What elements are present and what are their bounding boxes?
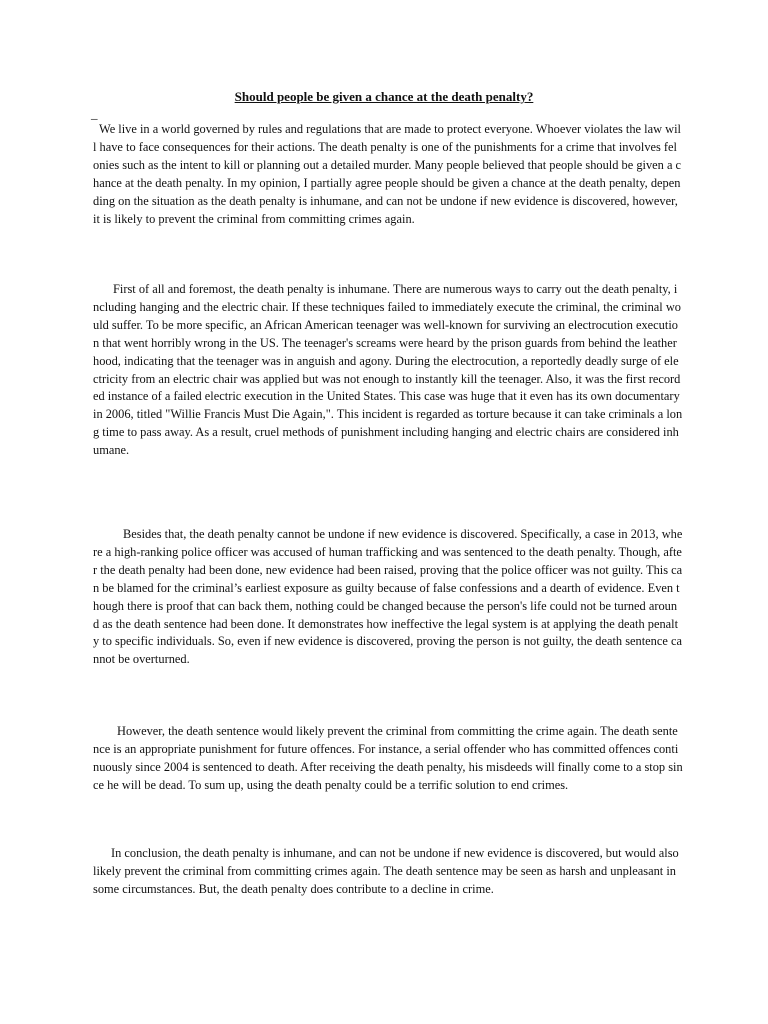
paragraph-conclusion: In conclusion, the death penalty is inhumane, and can not be undone if new evidence is discovered, but would also likely prevent the criminal from committing crimes again. The death sentence may be seen as harsh and unpleasant in some circumstances. But, the death penalty does contribute to a decline in crime. (93, 846, 679, 896)
dash-mark: _ (91, 106, 98, 121)
paragraph-intro: We live in a world governed by rules and regulations that are made to protect everyone. Whoever violates the law will have to face consequences for their actions. The death penalty is one of the punishments for a crime that involves felonies such as the intent to kill or planning out a detailed murder. Many people believed that people should be given a chance at the death penalty. In my opinion, I partially agree people should be given a chance at the death penalty, depending on the situation as the death penalty is inhumane, and can not be undone if new evidence is discovered, however, it is likely to prevent the criminal from committing crimes again. (93, 122, 682, 226)
paragraph-new-evidence: Besides that, the death penalty cannot be undone if new evidence is discovered. Specifically, a case in 2013, where a high-ranking police officer was accused of human trafficking and was sentenced to the death penalty. Though, after the death penalty had been done, new evidence had been raised, proving that the police officer was not guilty. This can be blamed for the criminal’s earliest exposure as guilty because of false confessions and a dearth of evidence. Even though there is proof that can back them, nothing could be changed because the person's life could not be turned around as the death sentence had been done. It demonstrates how ineffective the legal system is at applying the death penalty to specific individuals. So, even if new evidence is discovered, proving the person is not guilty, the death sentence cannot be overturned. (93, 527, 683, 667)
document-title: Should people be given a chance at the death penalty? (234, 89, 534, 104)
paragraph-inhumane: First of all and foremost, the death penalty is inhumane. There are numerous ways to carry out the death penalty, including hanging and the electric chair. If these techniques failed to immediately execute the criminal, the criminal would suffer. To be more specific, an African American teenager was well-known for surviving an electrocution execution that went horribly wrong in the US. The teenager's screams were heard by the prison guards from behind the leather hood, indicating that the teenager was in anguish and agony. During the electrocution, a reportedly deadly surge of electricity from an electric chair was applied but was not enough to instantly kill the teenager. Also, it was the first recorded instance of a failed electric execution in the United States. This case was huge that it even has its own documentary in 2006, titled "Willie Francis Must Die Again,". This incident is regarded as torture because it can take criminals a long time to pass away. As a result, cruel methods of punishment including hanging and electric chairs are considered inhumane. (93, 282, 683, 458)
paragraph-prevention: However, the death sentence would likely prevent the criminal from committing the crime again. The death sentence is an appropriate punishment for future offences. For instance, a serial offender who has committed offences continuously since 2004 is sentenced to death. After receiving the death penalty, his misdeeds will finally come to a stop since he will be dead. To sum up, using the death penalty could be a terrific solution to end crimes. (93, 724, 683, 792)
